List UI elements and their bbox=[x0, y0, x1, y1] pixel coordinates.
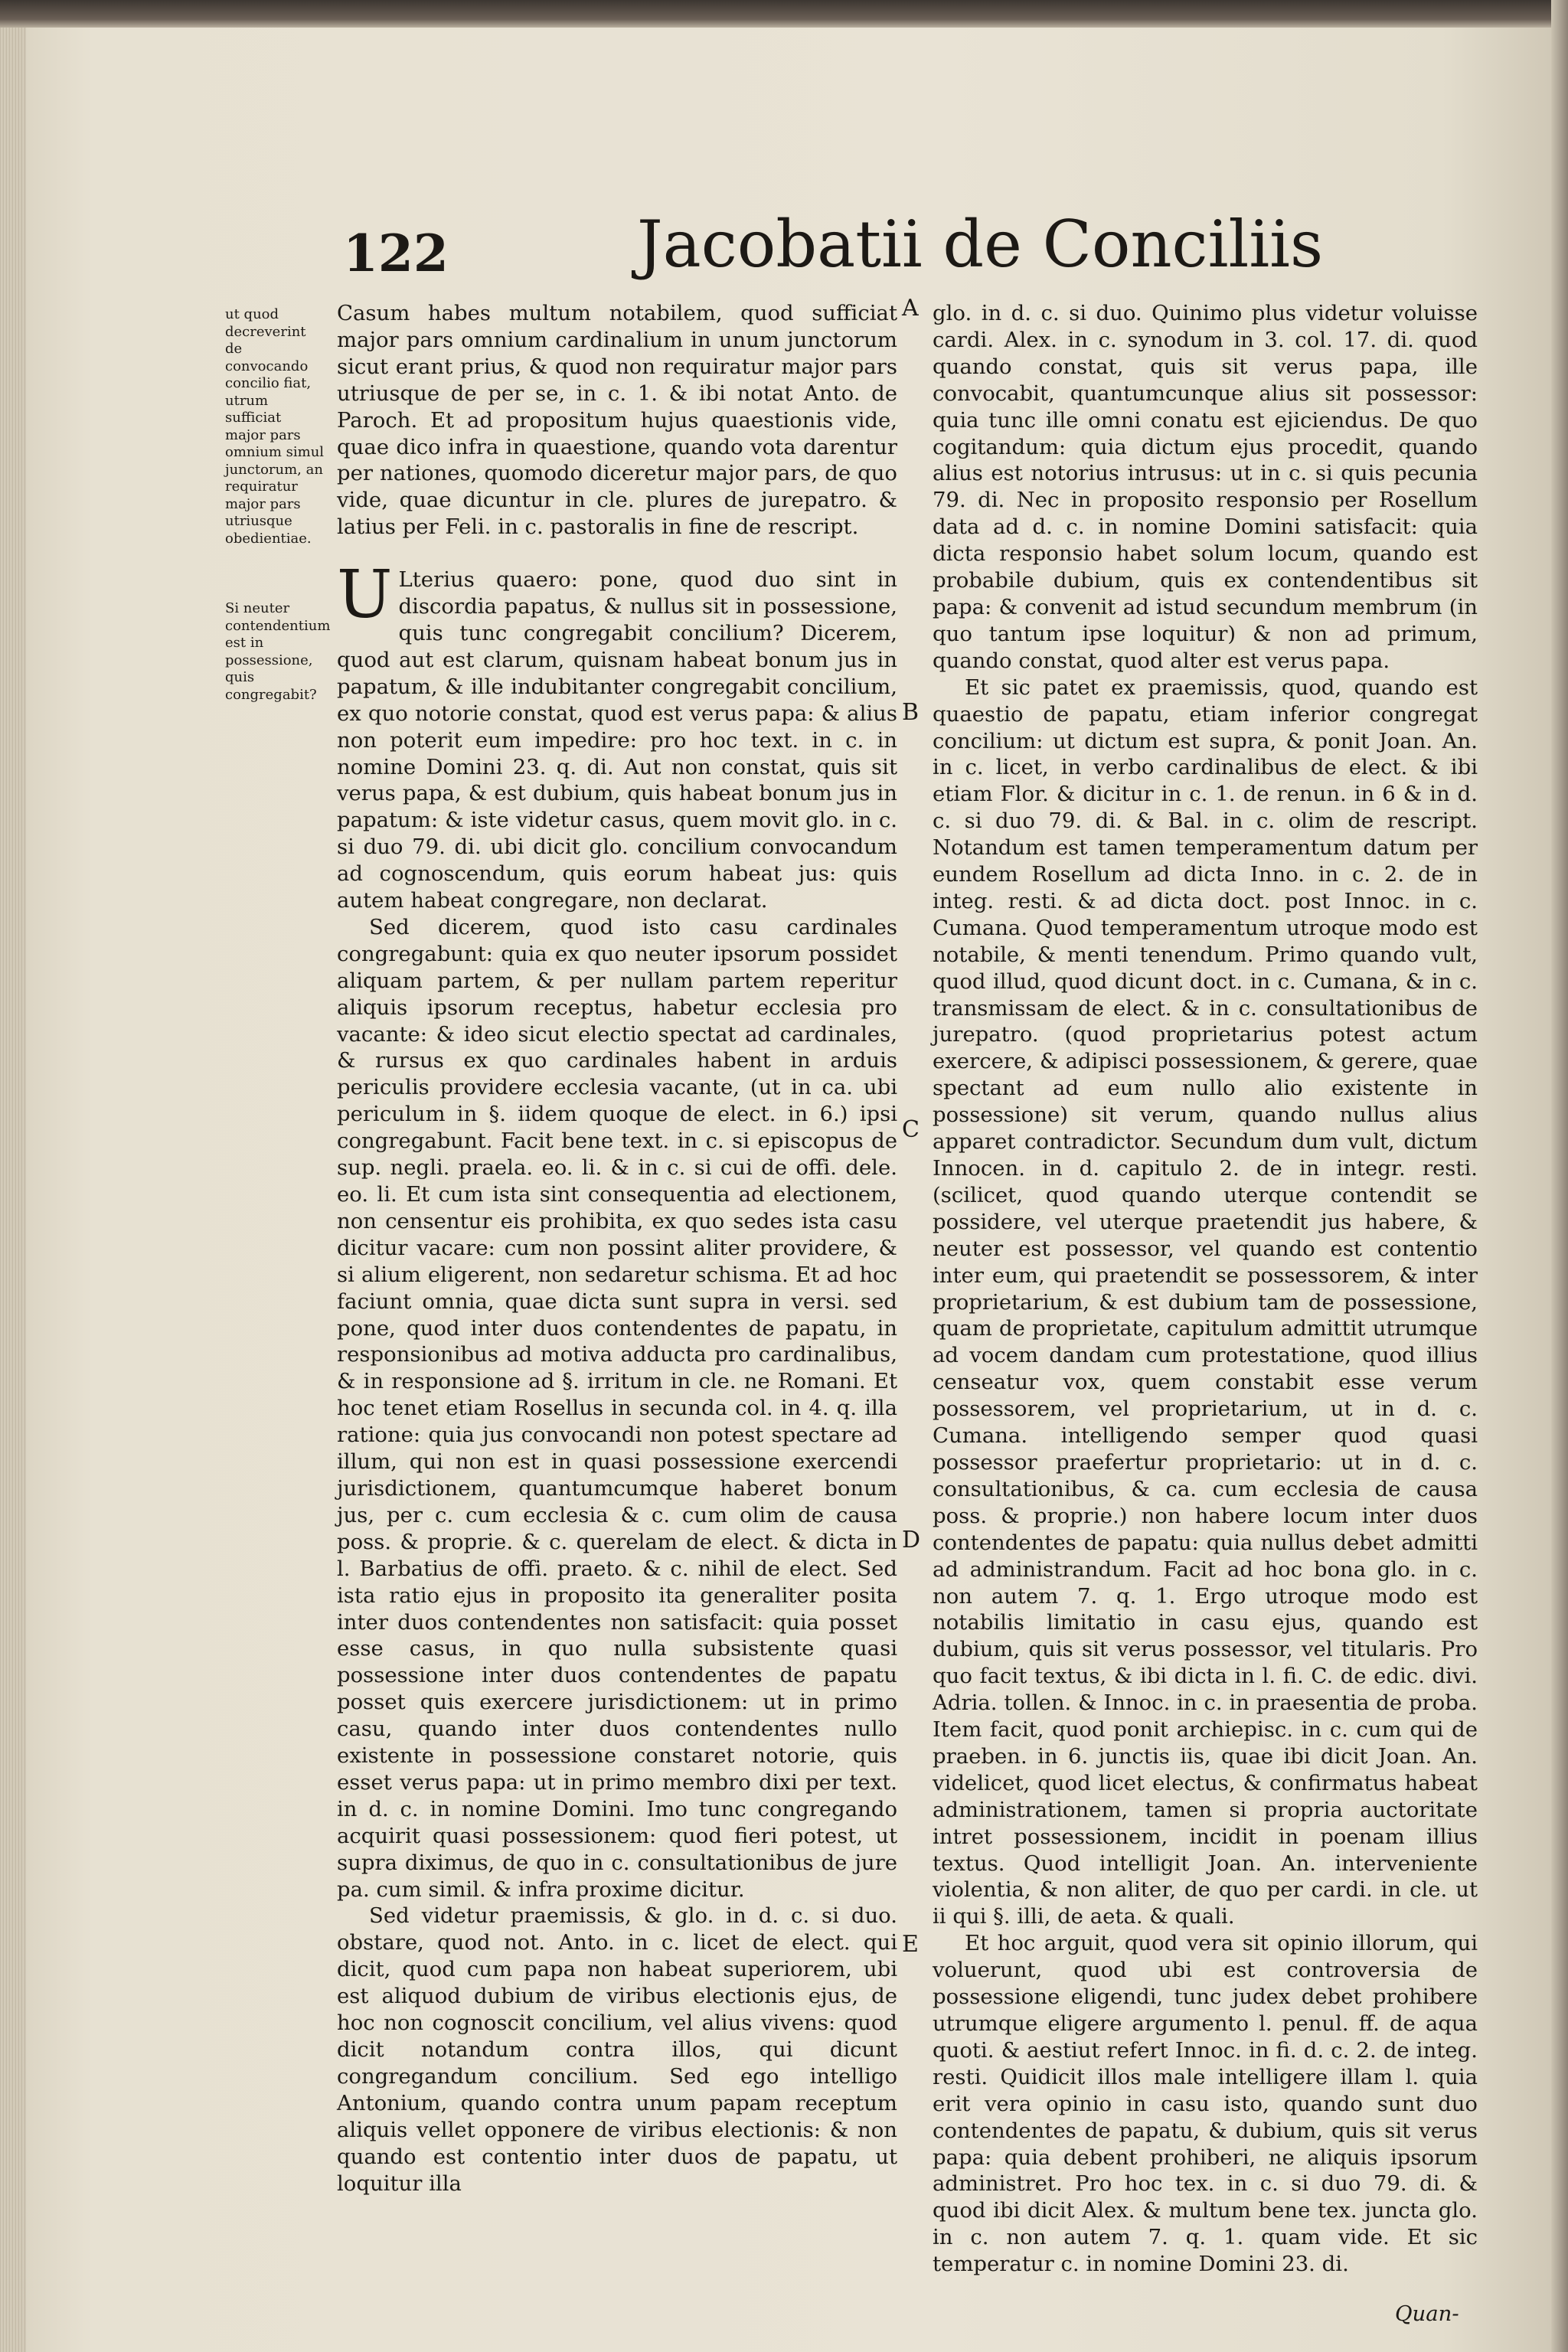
column-letter: B bbox=[902, 699, 920, 726]
page-edge-right bbox=[1551, 0, 1568, 2352]
catchword: Quan- bbox=[1395, 2301, 1459, 2326]
running-title: Jacobatii de Conciliis bbox=[637, 207, 1324, 282]
paragraph-text: Lterius quaero: pone, quod duo sint in discordia papatus, & nullus sit in possessione, quis tunc congregabit concilium? Dicerem, quod aut est clarum, quisnam habeat bonum jus in papatum, & ille indubitanter congregabit concilium, ex quo notorie constat, quod est verus papa: & alius non poterit eum impedire: pro hoc text. in c. in nomine Domini 23. q. di. Aut non constat, quis sit verus papa, & est dubium, quis habeat bonum jus in papatum: & iste videtur casus, quem movit glo. in c. si duo 79. di. ubi dicit glo. concilium convocandum ad cognoscendum, quis eorum habeat jus: quis autem habeat congregare, non declarat. bbox=[337, 567, 897, 913]
paragraph: Sed dicerem, quod isto casu cardinales congregabunt: quia ex quo neuter ipsorum possidet aliquam partem, & per nullam partem reperitur aliquis ipsorum receptus, habetur ecclesia pro vacante: & ideo sicut electio spectat ad cardinales, & rursus ex quo cardinales habent in arduis periculis providere ecclesia vacante, (ut in ca. ubi periculum in §. iidem quoque de elect. in 6.) ipsi congregabunt. Facit bene text. in c. si episcopus de sup. negli. praela. eo. li. & in c. si cui de offi. dele. eo. li. Et cum ista sint consequentia ad electionem, non censentur eis prohibita, ex quo sedes ista casu dicitur vacare: cum non possint aliter providere, & si alium eligerent, non sedaretur schisma. Et ad hoc faciunt omnia, quae dicta sunt supra in versi. sed pone, quod inter duos contendentes de papatu, in responsionibus ad motiva adducta pro cardinalibus, & in responsione ad §. irritum in cle. ne Romani. Et hoc tenet etiam Rosellus in secunda col. in 4. q. illa ratione: quia jus convocandi non potest spectare ad illum, qui non est in quasi possessione exercendi jurisdictionem, quantumcumque haberet bonum jus, per c. cum ecclesia & c. cum olim de causa poss. & proprie. & c. querelam de elect. & dicta in l. Barbatius de offi. praeto. & c. nihil de elect. Sed ista ratio ejus in proposito ita generaliter posita inter duos contendentes non satisfacit: quia posset esse casus, in quo nulla subsistente quasi possessione inter duos contendentes de papatu posset quis exercere jurisdictionem: ut in primo casu, quando inter duos contendentes nullo existente in possessione constaret notorie, quis esset verus papa: ut in primo membro dixi per text. in d. c. in nomine Domini. Imo tunc congregando acquirit quasi possessionem: quod fieri potest, ut supra diximus, de quo in c. consultationibus de jure pa. cum simil. & infra proxime dicitur. bbox=[337, 914, 897, 1902]
paragraph: Sed videtur praemissis, & glo. in d. c. si duo. obstare, quod not. Anto. in c. licet de elect. qui dicit, quod cum papa non habeat superiorem, ubi est aliquod dubium de viribus electionis ejus, de hoc non cognoscit concilium, vel alius vivens: quod dicit notandum contra illos, qui dicunt congregandum concilium. Sed ego intelligo Antonium, quando contra unum papam receptum aliquis vellet opponere de viribus electionis: & non quando est contentio inter duos de papatu, ut loquitur illa bbox=[337, 1903, 897, 2196]
paragraph bbox=[337, 557, 897, 914]
background-top bbox=[0, 0, 1568, 28]
drop-cap: U bbox=[337, 557, 393, 634]
right-column bbox=[933, 300, 1478, 2278]
column-letter: D bbox=[902, 1527, 921, 1553]
paragraph: Et hoc arguit, quod vera sit opinio illorum, qui voluerunt, quod ubi est controversia de possessione eligendi, tunc judex debet prohibere utrumque eligere argumento l. penul. ff. de aqua quoti. & aestiut refert Innoc. in fi. d. c. 2. de integ. resti. Quidicit illos male intelligere illam l. quia erit vera opinio in casu isto, quando sunt duo contendentes de papatu, & dubium, quis sit verus papa: quia debent prohiberi, ne aliquis ipsorum administret. Pro hoc tex. in c. si duo 79. di. & quod ibi dicit Alex. & multum bene tex. juncta glo. in c. non autem 7. q. 1. quam vide. Et sic temperatur c. in nomine Domini 23. di. bbox=[933, 1931, 1478, 2277]
page-edge-left bbox=[0, 28, 26, 2352]
left-column bbox=[337, 300, 897, 2197]
paragraph: Et sic patet ex praemissis, quod, quando est quaestio de papatu, etiam inferior congregat concilium: ut dictum est supra, & ponit Joan. An. in c. licet, in verbo cardinalibus de elect. & ibi etiam Flor. & dicitur in c. 1. de renun. in 6 & in d. c. si duo 79. di. & Bal. in c. olim de rescript. Notandum est tamen temperamentum datum per eundem Rosellum ad dicta Inno. in c. 2. de in integ. resti. & ad dicta doct. post Innoc. in c. Cumana. Quod temperamentum utroque modo est notabile, & menti tenendum. Primo quando vult, quod illud, quod dicunt doct. in c. Cumana, & in c. transmissam de elect. & in c. consultationibus de jurepatro. (quod proprietarius potest actum exercere, & adipisci possessionem, & gerere, quae spectant ad eum nullo alio existente in possessione) sit verum, quando nullus alius apparet contradictor. Secundum dum vult, dictum Innocen. in d. capitulo 2. de in integr. resti. (scilicet, quod quando uterque contendit se possidere, vel uterque praetendit jus habere, & neuter est possessor, vel quando est contentio inter eum, qui praetendit se possessorem, & inter proprietarium, & est dubium tam de possessione, quam de proprietate, capitulum admittit utrumque ad vocem dandam cum protestatione, quod illius censeatur vox, quem constabit esse verum possessorem, vel proprietarium, ut in d. c. Cumana. intelligendo semper quod quasi possessor praefertur proprietario: ut in d. c. consultationibus, & ca. cum ecclesia de causa poss. & proprie.) non habere locum inter duos contendentes de papatu: quia nullus debet admitti ad administrandum. Facit ad hoc bona glo. in c. non autem 7. q. 1. Ergo utroque modo est notabilis limitatio in casu ejus, quando est dubium, quis sit verus possessor, vel titularis. Pro quo facit textus, & ibi dicta in l. fi. C. de edic. divi. Adria. tollen. & Innoc. in c. in praesentia de proba. Item facit, quod ponit archiepisc. in c. cum qui de praeben. in 6. junctis iis, quae ibi dicit Joan. An. videlicet, quod licet electus, & confirmatus habeat administrationem, tamen si propria auctoritate intret possessionem, incidit in poenam illius textus. Quod intelligit Joan. An. interveniente violentia, & non aliter, de quo per cardi. in cle. ut ii qui §. illi, de aeta. & quali. bbox=[933, 675, 1478, 1929]
column-letter: A bbox=[902, 295, 919, 322]
page-number: 122 bbox=[343, 224, 449, 283]
paragraph: glo. in d. c. si duo. Quinimo plus videtur voluisse cardi. Alex. in c. synodum in 3. col. 17. di. quod quando constat, quis sit verus papa, ille convocabit, quantumcunque alius sit possessor: quia tunc ille omni conatu est ejiciendus. De quo cogitandum: quia dictum ejus procedit, quando alius est notorius intrusus: ut in c. si quis pecunia 79. di. Nec in proposito responsio per Rosellum data ad d. c. in nomine Domini satisfacit: quia dicta responsio habet solum locum, quando est probabile dubium, quis ex contendentibus sit papa: & convenit ad istud secundum membrum (in quo tantum ipse loquitur) & non ad primum, quando constat, quod alter est verus papa. bbox=[933, 301, 1478, 673]
margin-note: ut quod decreverint de convocando concilio fiat, utrum sufficiat major pars omnium simul junctorum, an requiratur major pars utriusque obedientiae. bbox=[225, 306, 325, 547]
margin-note: Si neuter contendentium est in possessione, quis congregabit? bbox=[225, 600, 331, 703]
paragraph: Casum habes multum notabilem, quod sufficiat major pars omnium cardinalium in unum junctorum sicut erant prius, & quod non requiratur major pars utriusque de per se, in c. 1. & ibi notat Anto. de Paroch. Et ad propositum hujus quaestionis vide, quae dico infra in quaestione, quando vota darentur per nationes, quomodo diceretur major pars, de quo vide, quae dicuntur in cle. plures de jurepatro. & latius per Feli. in c. pastoralis in fine de rescript. bbox=[337, 301, 897, 540]
column-letter: C bbox=[902, 1116, 920, 1143]
column-letter: E bbox=[902, 1931, 919, 1958]
